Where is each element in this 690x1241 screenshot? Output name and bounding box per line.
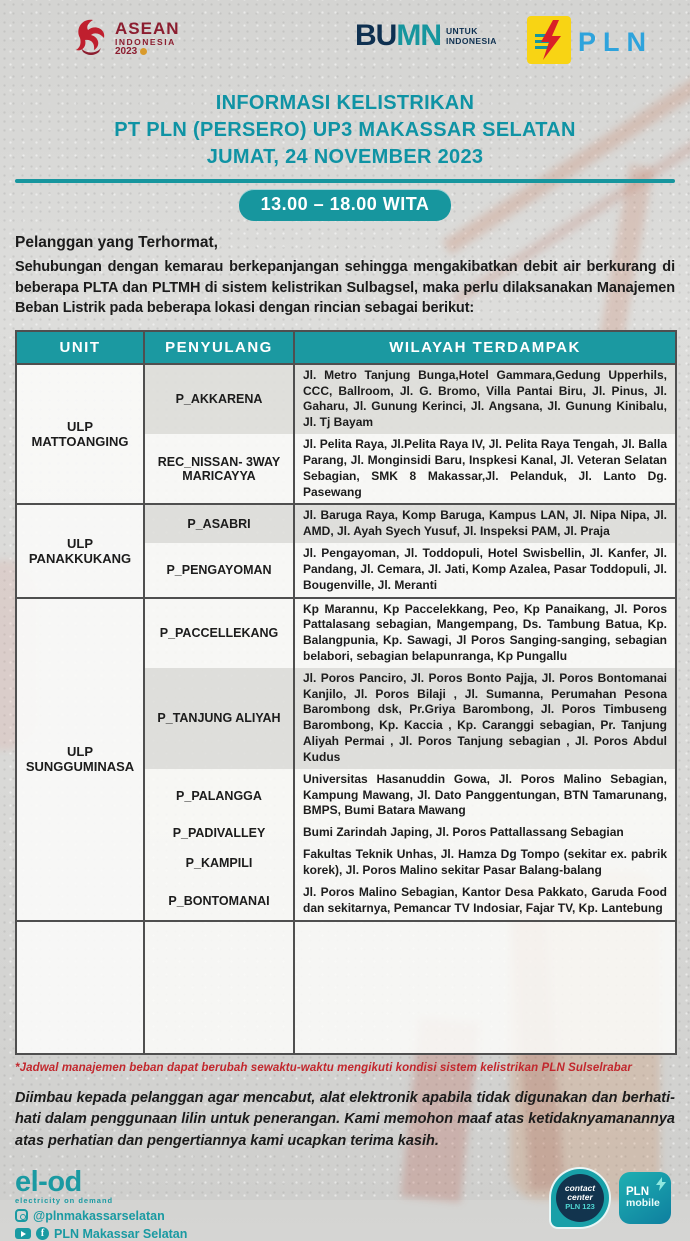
pln-logo bbox=[527, 16, 653, 69]
wilayah-cell: Fakultas Teknik Unhas, Jl. Hamza Dg Tompo (sekitar ex. pabrik korek), Jl. Poros Malino sekitar Pasar Balang-balang bbox=[294, 844, 676, 882]
teal-divider-line bbox=[15, 179, 675, 183]
wilayah-cell: Jl. Pengayoman, Jl. Toddopuli, Hotel Swisbellin, Jl. Kanfer, Jl. Pandang, Jl. Cemara, Jl. Jati, Komp Azalea, Pasar Toddopuli, Jl. Bougenville, Jl. Meranti bbox=[294, 543, 676, 597]
penyulang-cell: REC_NISSAN- 3WAY MARICAYYA bbox=[144, 434, 294, 504]
column-header-penyulang: PENYULANG bbox=[144, 331, 294, 364]
lightning-icon bbox=[656, 1177, 666, 1195]
penyulang-cell bbox=[144, 921, 294, 1054]
page-title bbox=[15, 90, 675, 171]
footer-badges bbox=[551, 1169, 675, 1227]
table-row bbox=[16, 364, 676, 434]
penyulang-cell: P_PALANGGA bbox=[144, 769, 294, 822]
outage-table-body bbox=[16, 364, 676, 1054]
penyulang-cell: P_TANJUNG ALIYAH bbox=[144, 668, 294, 769]
wilayah-cell: Jl. Baruga Raya, Komp Baruga, Kampus LAN, Jl. Nipa Nipa, Jl. AMD, Jl. Ayah Syech Yusuf, Jl. Inspeksi PAM, Jl. Praja bbox=[294, 504, 676, 543]
pln-emblem-icon bbox=[527, 16, 571, 69]
title-line-2: PT PLN (PERSERO) UP3 MAKASSAR SELATAN bbox=[114, 119, 576, 141]
table-header-row bbox=[16, 331, 676, 364]
wilayah-cell: Jl. Poros Panciro, Jl. Poros Bonto Pajja, Jl. Poros Bontomanai Kanjilo, Jl. Poros Bilaji , Jl. Sumanna, Perumahan Pesona Barombong dsk, Pr.Griya Barombong, Jl. Poros Timbuseng Barombong, Kp. Kaccia , Kp. Caranggi sebagian, Pr. Tanjung Aliyah Permai , Jl. Poros Tanjung sebagian , Jl. Poros Abdul Kudus bbox=[294, 668, 676, 769]
wilayah-cell: Jl. Pelita Raya, Jl.Pelita Raya IV, Jl. Pelita Raya Tengah, Jl. Balla Parang, Jl. Monginsidi Baru, Inspkesi Kanal, Jl. Veteran Selatan Sebagian, SMK 8 Makassar,Jl. Pelanduk, Jl. Lanto Dg. Pasewang bbox=[294, 434, 676, 504]
wilayah-cell bbox=[294, 921, 676, 1054]
wilayah-cell: Kp Marannu, Kp Paccelekkang, Peo, Kp Panaikang, Jl. Poros Pattalasang sebagian, Mangempang, Ds. Tambung Batua, Kp. Balangpunia, Kp. Sawagi, Jl Poros Sanging-sanging, sebagian belabori, sebagian belapunranga, Kp Pungallu bbox=[294, 598, 676, 668]
wilayah-cell: Jl. Poros Malino Sebagian, Kantor Desa Pakkato, Garuda Food dan sekitarnya, Pemancar TV Indosiar, Fajar TV, Kp. Lantebung bbox=[294, 882, 676, 921]
bumn-wordmark: BUMN bbox=[355, 19, 441, 52]
asean-logo-text: ASEAN INDONESIA 2023 bbox=[115, 18, 180, 57]
table-row bbox=[16, 504, 676, 543]
elod-logo-block bbox=[15, 1165, 188, 1241]
instagram-icon bbox=[15, 1209, 28, 1222]
unit-cell bbox=[16, 921, 144, 1054]
penyulang-cell: P_BONTOMANAI bbox=[144, 882, 294, 921]
wilayah-cell: Bumi Zarindah Japing, Jl. Poros Pattallassang Sebagian bbox=[294, 822, 676, 844]
greeting-text: Pelanggan yang Terhormat, bbox=[15, 234, 218, 251]
social-account-name: PLN Makassar Selatan bbox=[54, 1226, 188, 1241]
table-row bbox=[16, 921, 676, 1054]
outage-time-badge: 13.00 – 18.00 WITA bbox=[239, 189, 451, 221]
elod-wordmark: el-od bbox=[15, 1165, 82, 1198]
unit-cell: ULP PANAKKUKANG bbox=[16, 504, 144, 597]
instagram-line bbox=[15, 1209, 187, 1223]
footer bbox=[15, 1165, 675, 1241]
facebook-icon: f bbox=[36, 1227, 49, 1240]
instagram-handle: @plnmakassarselatan bbox=[33, 1208, 165, 1223]
penyulang-cell: P_AKKARENA bbox=[144, 364, 294, 434]
column-header-unit: UNIT bbox=[16, 331, 144, 364]
schedule-disclaimer-footnote: *Jadwal manajemen beban dapat berubah sewaktu-waktu mengikuti kondisi sistem kelistrikan PLN Sulselrabar bbox=[15, 1061, 632, 1074]
wilayah-cell: Universitas Hasanuddin Gowa, Jl. Poros Malino Sebagian, Kampung Mawang, Jl. Dato Panggentungan, BTN Tamarunang, BMPS, Bumi Batara Mawang bbox=[294, 769, 676, 822]
asean-2023-logo bbox=[73, 14, 180, 63]
penyulang-cell: P_PADIVALLEY bbox=[144, 822, 294, 844]
intro-paragraph: Sehubungan dengan kemarau berkepanjangan sehingga mengakibatkan debit air berkurang di beberapa PLTA dan PLTMH di sistem kelistrikan Sulbagsel, maka perlu dilaksanakan Manajemen Beban Listrik pada beberapa lokasi dengan rincian sebagai berikut: bbox=[15, 259, 675, 317]
pln-wordmark: PLN bbox=[578, 27, 653, 57]
youtube-facebook-line bbox=[15, 1227, 187, 1241]
header-logo-row bbox=[15, 12, 675, 84]
penyulang-cell: P_PACCELLEKANG bbox=[144, 598, 294, 668]
asean-emblem-icon bbox=[73, 14, 109, 63]
title-line-3: JUMAT, 24 NOVEMBER 2023 bbox=[206, 146, 484, 168]
youtube-icon bbox=[15, 1228, 31, 1239]
elod-tagline: electricity on demand bbox=[15, 1195, 114, 1205]
penyulang-cell: P_PENGAYOMAN bbox=[144, 543, 294, 597]
penyulang-cell: P_ASABRI bbox=[144, 504, 294, 543]
unit-cell: ULP SUNGGUMINASA bbox=[16, 598, 144, 921]
contact-center-pln-123-badge: contact center PLN 123 bbox=[551, 1169, 609, 1227]
column-header-wilayah: WILAYAH TERDAMPAK bbox=[294, 331, 676, 364]
outage-schedule-table bbox=[15, 330, 677, 1055]
pln-mobile-badge: PLN mobile bbox=[619, 1172, 671, 1224]
unit-cell: ULP MATTOANGING bbox=[16, 364, 144, 505]
bumn-logo bbox=[355, 19, 497, 52]
bumn-tagline: UNTUK INDONESIA bbox=[446, 26, 497, 46]
asean-gold-dot bbox=[140, 48, 147, 55]
closing-paragraph: Diimbau kepada pelanggan agar mencabut, alat elektronik apabila tidak digunakan dan berhati-hati dalam penggunaan lilin untuk penerangan. Kami memohon maaf atas ketidaknyamanannya atas perhatian dan pengertiannya kami ucapkan terima kasih. bbox=[15, 1089, 675, 1150]
table-row bbox=[16, 598, 676, 668]
penyulang-cell: P_KAMPILI bbox=[144, 844, 294, 882]
wilayah-cell: Jl. Metro Tanjung Bunga,Hotel Gammara,Gedung Upperhils, CCC, Ballroom, Jl. G. Bromo, Villa Pantai Biru, Jl. Pinus, Jl. Gaharu, Jl. Gunung Kerinci, Jl. Angsana, Jl. Gunung Kinibalu, Jl. Tj Bayam bbox=[294, 364, 676, 434]
title-line-1: INFORMASI KELISTRIKAN bbox=[215, 92, 475, 114]
